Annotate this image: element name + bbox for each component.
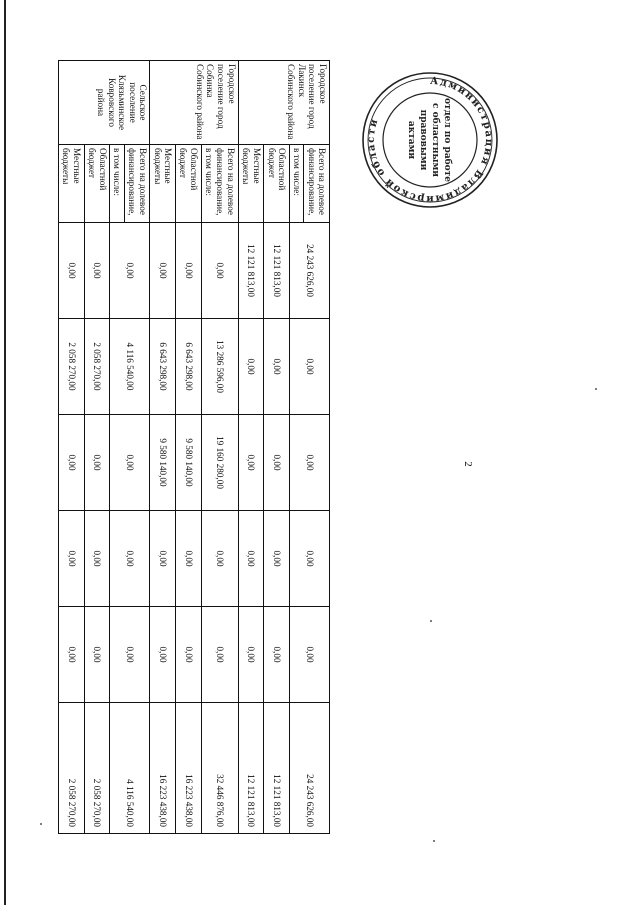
page-left-edge <box>4 0 6 905</box>
value-cell: 0,00 <box>59 511 85 607</box>
value-cell: 0,00 <box>176 607 202 703</box>
value-cell: 0,00 <box>110 511 150 607</box>
table-row <box>201 61 238 834</box>
table-row <box>176 61 202 834</box>
value-cell: 0,00 <box>238 607 264 703</box>
value-cell: 0,00 <box>238 415 264 511</box>
table-row <box>304 61 330 834</box>
total-cell: 12 121 813,00 <box>264 703 290 834</box>
value-cell: 19 160 280,00 <box>201 415 238 511</box>
table-row <box>150 61 176 834</box>
value-cell: 9 580 140,00 <box>176 415 202 511</box>
value-cell: 0,00 <box>238 511 264 607</box>
funding-table <box>58 60 330 834</box>
value-cell: 0,00 <box>264 607 290 703</box>
value-cell: 0,00 <box>84 223 110 319</box>
value-cell: 0,00 <box>59 415 85 511</box>
table-row <box>124 61 150 834</box>
total-cell: 12 121 813,00 <box>238 703 264 834</box>
total-cell: 24 243 626,00 <box>289 703 329 834</box>
value-cell: 6 643 298,00 <box>150 319 176 415</box>
value-cell: 0,00 <box>176 223 202 319</box>
row-label: Всего на долевое финансирование, <box>304 145 330 223</box>
municipality-cell: Городское поселение город Лакинск Собинского района <box>238 61 329 145</box>
value-cell: 4 116 540,00 <box>110 319 150 415</box>
value-cell: 0,00 <box>110 607 150 703</box>
seal-ring-text: Администрация Владимирской области <box>365 75 495 205</box>
scan-speck <box>40 823 42 825</box>
value-cell: 0,00 <box>110 223 150 319</box>
value-cell: 12 121 813,00 <box>238 223 264 319</box>
value-cell: 6 643 298,00 <box>176 319 202 415</box>
value-cell: 0,00 <box>84 607 110 703</box>
row-label: Областной бюджет <box>264 145 290 223</box>
value-cell: 0,00 <box>150 511 176 607</box>
table-row <box>238 61 264 834</box>
row-label: Местные бюджеты <box>238 145 264 223</box>
value-cell: 0,00 <box>289 511 329 607</box>
value-cell: 0,00 <box>59 607 85 703</box>
value-cell: 0,00 <box>150 223 176 319</box>
total-cell: 16 223 438,00 <box>176 703 202 834</box>
value-cell: 2 058 270,00 <box>84 319 110 415</box>
value-cell: 0,00 <box>289 607 329 703</box>
value-cell: 13 286 596,00 <box>201 319 238 415</box>
value-cell: 0,00 <box>84 511 110 607</box>
value-cell: 0,00 <box>264 511 290 607</box>
seal-line: правовыми <box>418 109 428 171</box>
row-label: Местные бюджеты <box>150 145 176 223</box>
table-row <box>264 61 290 834</box>
total-cell: 16 223 438,00 <box>150 703 176 834</box>
official-seal-stamp <box>360 70 500 210</box>
value-cell: 0,00 <box>289 415 329 511</box>
total-cell: 2 058 270,00 <box>59 703 85 834</box>
value-cell: 12 121 813,00 <box>264 223 290 319</box>
table-row <box>84 61 110 834</box>
seal-line: актами <box>406 120 416 160</box>
funding-table-rotated <box>58 60 330 833</box>
total-cell: 2 058 270,00 <box>84 703 110 834</box>
municipality-cell: Городское поселение город Собинка Собинского района <box>150 61 238 145</box>
row-label: Областной бюджет <box>84 145 110 223</box>
value-cell: 0,00 <box>201 511 238 607</box>
value-cell: 9 580 140,00 <box>150 415 176 511</box>
row-label: Областной бюджет <box>176 145 202 223</box>
row-label: Всего на долевое финансирование, в том числе: <box>201 145 238 223</box>
scan-speck <box>430 620 432 622</box>
value-cell: 0,00 <box>289 319 329 415</box>
value-cell: 0,00 <box>84 415 110 511</box>
row-label: Всего на долевое финансирование, <box>124 145 150 223</box>
row-label: Местные бюджеты <box>59 145 85 223</box>
value-cell: 0,00 <box>150 607 176 703</box>
row-label: в том числе: <box>289 145 303 223</box>
total-cell: 4 116 540,00 <box>110 703 150 834</box>
scan-speck <box>595 388 597 390</box>
seal-line: отдел по работе <box>442 98 452 182</box>
total-cell: 32 446 876,00 <box>201 703 238 834</box>
table-row <box>59 61 85 834</box>
value-cell: 0,00 <box>238 319 264 415</box>
municipality-cell: Сельское поселение Клязьминское Ковровского района <box>59 61 150 145</box>
value-cell: 0,00 <box>201 223 238 319</box>
seal-line: с областными <box>430 103 440 177</box>
value-cell: 0,00 <box>201 607 238 703</box>
scan-speck <box>433 840 435 842</box>
value-cell: 0,00 <box>110 415 150 511</box>
page-number: 2 <box>461 461 474 467</box>
value-cell: 2 058 270,00 <box>59 319 85 415</box>
value-cell: 0,00 <box>59 223 85 319</box>
value-cell: 0,00 <box>264 319 290 415</box>
value-cell: 24 243 626,00 <box>289 223 329 319</box>
value-cell: 0,00 <box>264 415 290 511</box>
row-label: в том числе: <box>110 145 124 223</box>
value-cell: 0,00 <box>176 511 202 607</box>
